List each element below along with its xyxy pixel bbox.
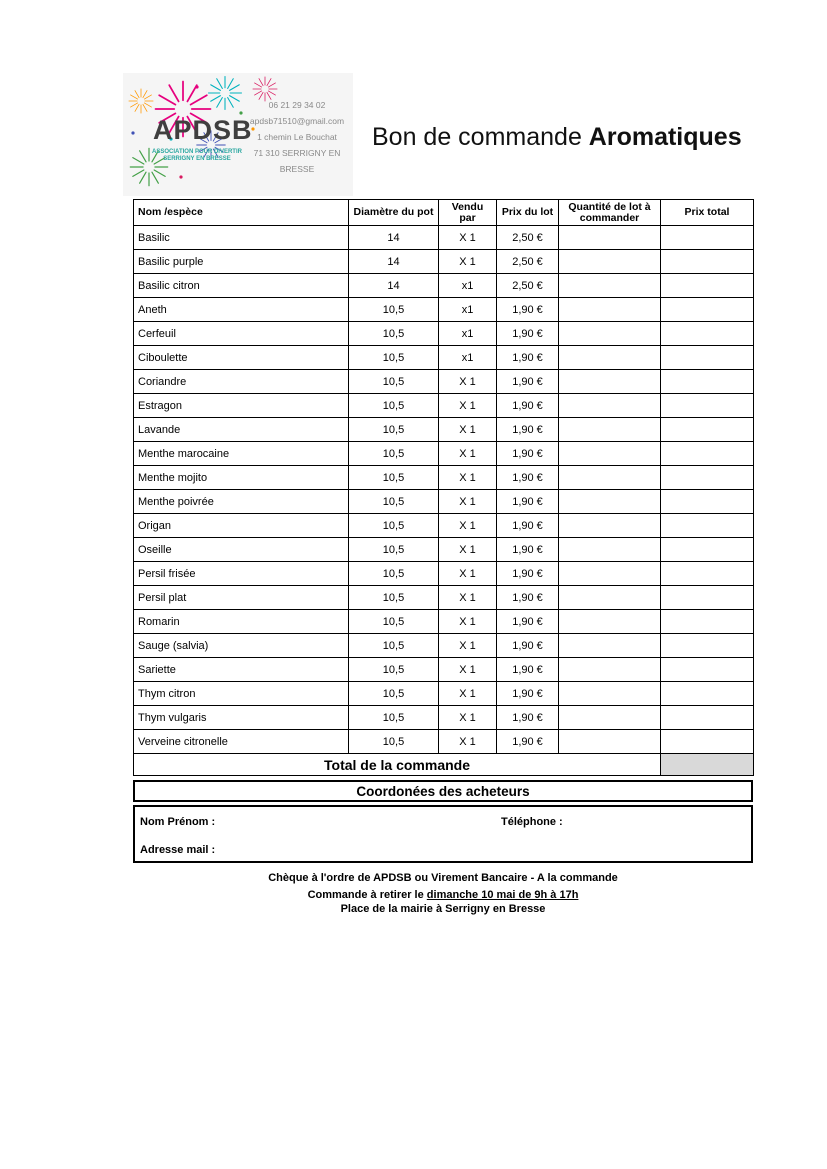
cell-quantite xyxy=(559,562,661,586)
cell-prix-du-lot: 1,90 € xyxy=(497,730,559,754)
header-vendu-par: Vendu par xyxy=(439,200,497,226)
cell-prix-total xyxy=(661,346,754,370)
order-table-header-row xyxy=(134,200,754,226)
order-table-row xyxy=(134,490,754,514)
order-table-header xyxy=(134,200,754,226)
cell-quantite xyxy=(559,514,661,538)
cell-diametre: 10,5 xyxy=(349,346,439,370)
cell-prix-du-lot: 1,90 € xyxy=(497,466,559,490)
cell-prix-total xyxy=(661,658,754,682)
order-table-row xyxy=(134,610,754,634)
payment-note: Chèque à l'ordre de APDSB ou Virement Bancaire - A la commande xyxy=(268,872,618,884)
cell-diametre: 10,5 xyxy=(349,490,439,514)
cell-vendu-par: X 1 xyxy=(439,538,497,562)
cell-prix-du-lot: 1,90 € xyxy=(497,634,559,658)
cell-nom-espece: Cerfeuil xyxy=(134,322,349,346)
cell-prix-total xyxy=(661,730,754,754)
cell-diametre: 10,5 xyxy=(349,322,439,346)
order-table-row xyxy=(134,562,754,586)
cell-diametre: 10,5 xyxy=(349,658,439,682)
cell-quantite xyxy=(559,370,661,394)
header-nom-espece: Nom /espèce xyxy=(134,200,349,226)
cell-prix-du-lot: 2,50 € xyxy=(497,226,559,250)
cell-nom-espece: Coriandre xyxy=(134,370,349,394)
cell-diametre: 10,5 xyxy=(349,610,439,634)
cell-prix-total xyxy=(661,562,754,586)
cell-diametre: 10,5 xyxy=(349,442,439,466)
order-table-row xyxy=(134,682,754,706)
cell-vendu-par: X 1 xyxy=(439,394,497,418)
order-table-body xyxy=(134,226,754,754)
cell-nom-espece: Origan xyxy=(134,514,349,538)
header-quantite: Quantité de lot à commander xyxy=(559,200,661,226)
cell-nom-espece: Menthe marocaine xyxy=(134,442,349,466)
cell-nom-espece: Basilic purple xyxy=(134,250,349,274)
cell-quantite xyxy=(559,226,661,250)
cell-vendu-par: X 1 xyxy=(439,370,497,394)
cell-vendu-par: X 1 xyxy=(439,706,497,730)
order-table-row xyxy=(134,706,754,730)
cell-vendu-par: X 1 xyxy=(439,586,497,610)
header-diametre: Diamètre du pot xyxy=(349,200,439,226)
cell-quantite xyxy=(559,706,661,730)
order-table xyxy=(133,199,754,776)
cell-prix-total xyxy=(661,634,754,658)
cell-diametre: 10,5 xyxy=(349,298,439,322)
cell-vendu-par: X 1 xyxy=(439,730,497,754)
logo-contact-block xyxy=(245,97,349,177)
cell-diametre: 10,5 xyxy=(349,730,439,754)
cell-diametre: 10,5 xyxy=(349,562,439,586)
logo-block xyxy=(123,73,353,196)
cell-vendu-par: X 1 xyxy=(439,442,497,466)
cell-prix-du-lot: 1,90 € xyxy=(497,514,559,538)
cell-nom-espece: Basilic citron xyxy=(134,274,349,298)
buyers-section-header: Coordonées des acheteurs xyxy=(133,780,753,802)
cell-prix-total xyxy=(661,370,754,394)
order-table-row xyxy=(134,370,754,394)
pickup-note-prefix: Commande à retirer le xyxy=(307,889,427,901)
cell-prix-du-lot: 1,90 € xyxy=(497,394,559,418)
order-table-row xyxy=(134,274,754,298)
buyer-name-label: Nom Prénom : xyxy=(140,816,216,828)
cell-diametre: 10,5 xyxy=(349,682,439,706)
cell-quantite xyxy=(559,394,661,418)
order-table-footer xyxy=(134,754,754,776)
buyer-email-label: Adresse mail : xyxy=(140,844,216,856)
cell-prix-du-lot: 1,90 € xyxy=(497,322,559,346)
cell-nom-espece: Basilic xyxy=(134,226,349,250)
cell-diametre: 10,5 xyxy=(349,370,439,394)
cell-vendu-par: X 1 xyxy=(439,226,497,250)
cell-prix-total xyxy=(661,250,754,274)
header-prix-du-lot: Prix du lot xyxy=(497,200,559,226)
cell-nom-espece: Oseille xyxy=(134,538,349,562)
cell-diametre: 10,5 xyxy=(349,514,439,538)
cell-nom-espece: Romarin xyxy=(134,610,349,634)
cell-quantite xyxy=(559,634,661,658)
logo-org-name: APDSB xyxy=(153,115,253,145)
cell-prix-du-lot: 1,90 € xyxy=(497,610,559,634)
cell-prix-total xyxy=(661,610,754,634)
total-value-cell xyxy=(661,754,754,776)
cell-quantite xyxy=(559,730,661,754)
cell-vendu-par: X 1 xyxy=(439,562,497,586)
cell-vendu-par: x1 xyxy=(439,298,497,322)
cell-nom-espece: Ciboulette xyxy=(134,346,349,370)
cell-nom-espece: Verveine citronelle xyxy=(134,730,349,754)
cell-nom-espece: Persil plat xyxy=(134,586,349,610)
order-table-row xyxy=(134,298,754,322)
cell-quantite xyxy=(559,658,661,682)
cell-prix-du-lot: 1,90 € xyxy=(497,490,559,514)
order-table-row xyxy=(134,322,754,346)
cell-quantite xyxy=(559,250,661,274)
cell-prix-total xyxy=(661,322,754,346)
cell-vendu-par: X 1 xyxy=(439,658,497,682)
cell-prix-du-lot: 1,90 € xyxy=(497,538,559,562)
cell-quantite xyxy=(559,466,661,490)
cell-prix-total xyxy=(661,466,754,490)
cell-prix-total xyxy=(661,226,754,250)
cell-vendu-par: X 1 xyxy=(439,418,497,442)
cell-prix-total xyxy=(661,514,754,538)
logo-phone: 06 21 29 34 02 xyxy=(268,100,326,110)
logo-org-subtitle: ASSOCIATION POUR DIVERTIR SERRIGNY EN BRESSE xyxy=(152,149,242,162)
order-table-row xyxy=(134,538,754,562)
cell-vendu-par: x1 xyxy=(439,274,497,298)
page-title xyxy=(372,123,742,152)
cell-nom-espece: Aneth xyxy=(134,298,349,322)
cell-vendu-par: X 1 xyxy=(439,610,497,634)
cell-nom-espece: Lavande xyxy=(134,418,349,442)
order-table-row xyxy=(134,394,754,418)
cell-prix-du-lot: 1,90 € xyxy=(497,562,559,586)
cell-prix-du-lot: 1,90 € xyxy=(497,586,559,610)
cell-vendu-par: X 1 xyxy=(439,682,497,706)
cell-diametre: 10,5 xyxy=(349,418,439,442)
cell-vendu-par: X 1 xyxy=(439,634,497,658)
cell-vendu-par: x1 xyxy=(439,322,497,346)
cell-vendu-par: X 1 xyxy=(439,466,497,490)
logo-address-line2: 71 310 SERRIGNY EN BRESSE xyxy=(253,148,341,174)
cell-diametre: 14 xyxy=(349,226,439,250)
page-title-regular: Bon de commande xyxy=(372,123,589,151)
page-title-bold: Aromatiques xyxy=(588,123,742,151)
cell-quantite xyxy=(559,442,661,466)
pickup-note xyxy=(133,889,753,901)
cell-quantite xyxy=(559,298,661,322)
cell-prix-du-lot: 1,90 € xyxy=(497,658,559,682)
cell-vendu-par: x1 xyxy=(439,346,497,370)
cell-prix-du-lot: 1,90 € xyxy=(497,418,559,442)
cell-prix-total xyxy=(661,274,754,298)
buyer-phone-label: Téléphone : xyxy=(501,816,563,828)
order-table-row xyxy=(134,658,754,682)
cell-prix-du-lot: 1,90 € xyxy=(497,442,559,466)
cell-prix-total xyxy=(661,298,754,322)
cell-diametre: 14 xyxy=(349,250,439,274)
cell-quantite xyxy=(559,490,661,514)
cell-prix-total xyxy=(661,538,754,562)
order-table-row xyxy=(134,442,754,466)
order-table-row xyxy=(134,466,754,490)
cell-nom-espece: Persil frisée xyxy=(134,562,349,586)
buyers-info-box xyxy=(133,805,753,863)
cell-prix-du-lot: 1,90 € xyxy=(497,682,559,706)
cell-quantite xyxy=(559,322,661,346)
pickup-date: dimanche 10 mai de 9h à 17h xyxy=(426,889,579,901)
header-prix-total: Prix total xyxy=(661,200,754,226)
pickup-place-note: Place de la mairie à Serrigny en Bresse xyxy=(340,903,546,915)
order-table-row xyxy=(134,634,754,658)
cell-nom-espece: Menthe mojito xyxy=(134,466,349,490)
cell-quantite xyxy=(559,538,661,562)
cell-nom-espece: Thym vulgaris xyxy=(134,706,349,730)
cell-quantite xyxy=(559,682,661,706)
logo-address-line1: 1 chemin Le Bouchat xyxy=(257,132,337,142)
cell-diametre: 10,5 xyxy=(349,394,439,418)
cell-diametre: 10,5 xyxy=(349,706,439,730)
cell-prix-du-lot: 2,50 € xyxy=(497,274,559,298)
cell-prix-total xyxy=(661,442,754,466)
cell-quantite xyxy=(559,610,661,634)
cell-quantite xyxy=(559,418,661,442)
cell-diametre: 14 xyxy=(349,274,439,298)
cell-diametre: 10,5 xyxy=(349,634,439,658)
order-table-row xyxy=(134,586,754,610)
cell-prix-total xyxy=(661,682,754,706)
cell-quantite xyxy=(559,586,661,610)
cell-nom-espece: Thym citron xyxy=(134,682,349,706)
cell-prix-total xyxy=(661,706,754,730)
cell-diametre: 10,5 xyxy=(349,466,439,490)
cell-quantite xyxy=(559,346,661,370)
order-table-row xyxy=(134,514,754,538)
cell-prix-total xyxy=(661,586,754,610)
cell-prix-total xyxy=(661,418,754,442)
cell-nom-espece: Estragon xyxy=(134,394,349,418)
cell-prix-total xyxy=(661,490,754,514)
order-table-row xyxy=(134,730,754,754)
order-table-row xyxy=(134,346,754,370)
cell-vendu-par: X 1 xyxy=(439,250,497,274)
order-table-row xyxy=(134,250,754,274)
cell-vendu-par: X 1 xyxy=(439,514,497,538)
cell-nom-espece: Sauge (salvia) xyxy=(134,634,349,658)
order-table-row xyxy=(134,418,754,442)
cell-prix-du-lot: 2,50 € xyxy=(497,250,559,274)
total-row xyxy=(134,754,754,776)
cell-prix-du-lot: 1,90 € xyxy=(497,346,559,370)
cell-diametre: 10,5 xyxy=(349,538,439,562)
cell-prix-du-lot: 1,90 € xyxy=(497,370,559,394)
cell-quantite xyxy=(559,274,661,298)
cell-nom-espece: Sariette xyxy=(134,658,349,682)
cell-nom-espece: Menthe poivrée xyxy=(134,490,349,514)
logo-email: apdsb71510@gmail.com xyxy=(249,116,345,126)
cell-prix-du-lot: 1,90 € xyxy=(497,298,559,322)
cell-diametre: 10,5 xyxy=(349,586,439,610)
cell-vendu-par: X 1 xyxy=(439,490,497,514)
cell-prix-du-lot: 1,90 € xyxy=(497,706,559,730)
cell-prix-total xyxy=(661,394,754,418)
total-label: Total de la commande xyxy=(134,754,661,776)
order-table-row xyxy=(134,226,754,250)
